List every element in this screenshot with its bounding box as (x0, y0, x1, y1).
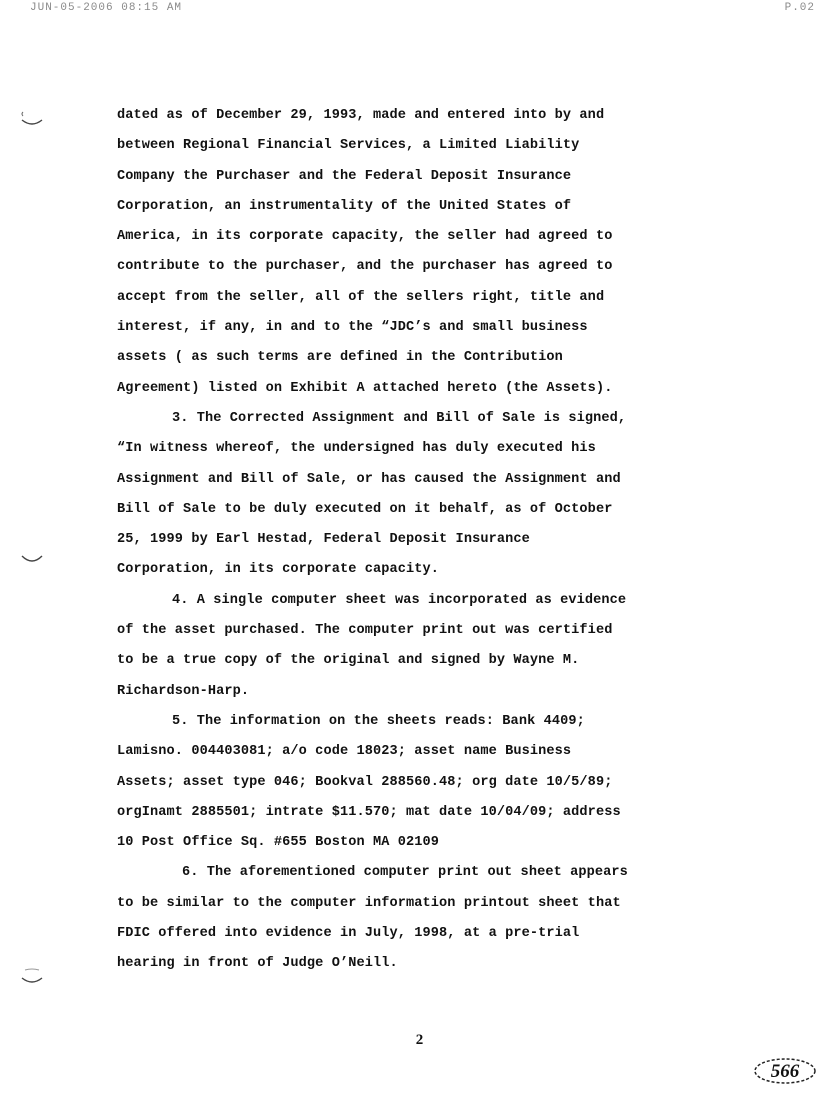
page-number: 2 (415, 1032, 424, 1048)
fax-header-date: JUN-05-2006 08:15 AM (30, 2, 183, 14)
body-line: America, in its corporate capacity, the seller had agreed to (117, 229, 613, 245)
body-line: Agreement) listed on Exhibit A attached hereto (the Assets). (117, 380, 613, 396)
body-line: Bill of Sale to be duly executed on it behalf, as of October (117, 501, 613, 517)
body-line: Richardson-Harp. (117, 683, 250, 699)
fax-header (0, 2, 839, 16)
stamp-number: 566 (770, 1061, 800, 1082)
fax-header-page: P.02 (784, 2, 815, 14)
body-line: to be a true copy of the original and signed by Wayne M. (117, 653, 580, 669)
punch-hole-mark-middle (20, 550, 44, 568)
body-line: assets ( as such terms are defined in the Contribution (117, 350, 563, 366)
punch-hole-mark-bottom (20, 968, 44, 986)
handwritten-stamp (749, 1053, 819, 1087)
body-line: Company the Purchaser and the Federal Deposit Insurance (117, 168, 572, 184)
body-line: interest, if any, in and to the “JDC’s and small business (117, 320, 588, 336)
body-line: Assets; asset type 046; Bookval 288560.48; org date 10/5/89; (117, 774, 613, 790)
body-line: to be similar to the computer information printout sheet that (117, 895, 621, 911)
body-line: “In witness whereof, the undersigned has duly executed his (117, 441, 596, 457)
body-line: dated as of December 29, 1993, made and entered into by and (117, 108, 605, 123)
body-line: contribute to the purchaser, and the purchaser has agreed to (117, 259, 613, 275)
body-line: orgInamt 2885501; intrate $11.570; mat date 10/04/09; address (117, 804, 621, 820)
body-line: Assignment and Bill of Sale, or has caused the Assignment and (117, 471, 621, 487)
body-line: 25, 1999 by Earl Hestad, Federal Deposit Insurance (117, 532, 530, 548)
body-line: Corporation, an instrumentality of the United States of (117, 198, 572, 214)
punch-hole-mark-top (20, 110, 44, 128)
body-line: 6. The aforementioned computer print out sheet appears (182, 865, 628, 881)
body-line: 10 Post Office Sq. #655 Boston MA 02109 (117, 835, 440, 851)
body-line: FDIC offered into evidence in July, 1998, at a pre-trial (117, 926, 580, 942)
body-line: of the asset purchased. The computer print out was certified (117, 623, 613, 639)
body-line: 5. The information on the sheets reads: Bank 4409; (172, 713, 585, 729)
body-line: between Regional Financial Services, a Limited Liability (117, 138, 580, 154)
document-body (117, 101, 717, 980)
body-line: hearing in front of Judge O’Neill. (117, 956, 398, 972)
body-line: Lamisno. 004403081; a/o code 18023; asset name Business (117, 744, 572, 760)
body-line: Corporation, in its corporate capacity. (117, 562, 440, 578)
body-line: 4. A single computer sheet was incorporated as evidence (172, 592, 627, 608)
body-line: accept from the seller, all of the sellers right, title and (117, 289, 605, 305)
body-line: 3. The Corrected Assignment and Bill of Sale is signed, (172, 410, 627, 426)
